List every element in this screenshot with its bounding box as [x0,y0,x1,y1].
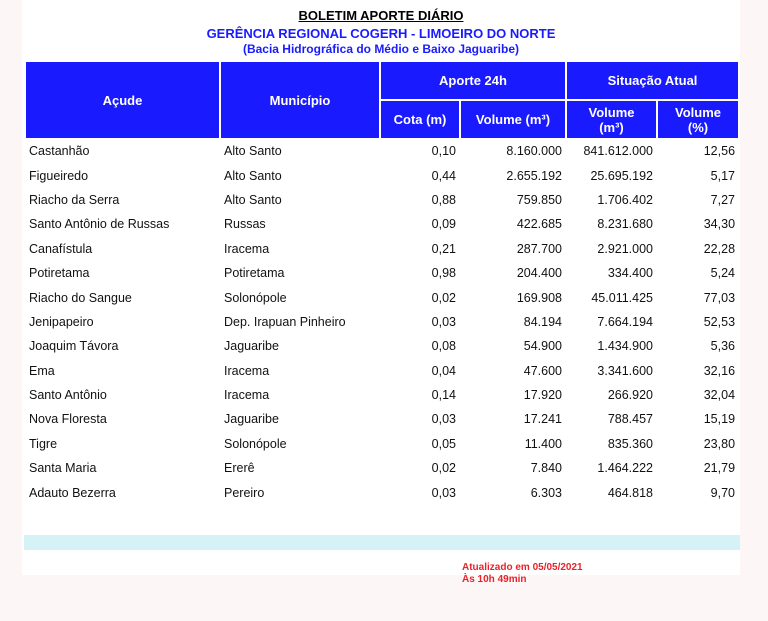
cell-volume-aporte: 6.303 [530,485,562,500]
table-row [26,408,738,430]
cell-cota: 0,04 [431,363,456,378]
cell-volume-percent: 22,28 [703,241,736,256]
cell-municipio: Iracema [224,363,270,378]
table-row [26,457,738,479]
cell-municipio: Ererê [224,461,255,476]
cell-volume-percent: 32,16 [703,363,736,378]
header-volume-pct [658,101,738,138]
cell-cota: 0,02 [431,290,456,305]
cell-acude: Potiretama [29,266,90,281]
cell-municipio: Dep. Irapuan Pinheiro [224,314,346,329]
cell-acude: Santo Antônio de Russas [29,217,170,232]
table-row [26,213,738,235]
cell-municipio: Iracema [224,388,270,403]
header-volume-atual-line2: (m³) [599,119,624,135]
cell-cota: 0,09 [431,217,456,232]
cell-municipio: Jaguaribe [224,412,279,427]
update-timestamp [462,562,583,586]
cell-volume-atual: 835.360 [607,436,653,451]
cell-volume-percent: 5,36 [710,339,736,354]
cell-volume-percent: 32,04 [703,388,736,403]
cell-municipio: Iracema [224,241,270,256]
table-row [26,335,738,357]
header-municipio: Município [221,62,379,138]
cell-volume-aporte: 54.900 [523,339,562,354]
cell-municipio: Russas [224,217,266,232]
table-row [26,360,738,382]
cell-municipio: Potiretama [224,266,285,281]
header-volume-m3: Volume (m³) [461,101,565,138]
updated-date: Atualizado em 05/05/2021 [462,562,583,573]
cell-volume-aporte: 169.908 [516,290,562,305]
cell-volume-percent: 7,27 [710,192,736,207]
cell-acude: Adauto Bezerra [29,485,116,500]
cell-volume-atual: 1.706.402 [597,192,653,207]
cell-acude: Santo Antônio [29,388,107,403]
cell-acude: Ema [29,363,55,378]
cell-volume-atual: 334.400 [607,266,653,281]
cell-acude: Santa Maria [29,461,97,476]
cell-acude: Riacho da Serra [29,192,120,207]
cell-volume-aporte: 7.840 [530,461,562,476]
table-row [26,433,738,455]
cell-volume-percent: 34,30 [703,217,736,232]
cell-volume-percent: 12,56 [703,144,736,159]
table-row [26,140,738,162]
header-volume-atual-line1: Volume [588,104,635,120]
cell-municipio: Alto Santo [224,168,282,183]
cell-volume-atual: 7.664.194 [597,314,653,329]
bulletin-subtitle: GERÊNCIA REGIONAL COGERH - LIMOEIRO DO NORTE [206,26,556,41]
cell-volume-aporte: 422.685 [516,217,562,232]
cell-acude: Nova Floresta [29,412,107,427]
cell-volume-aporte: 17.241 [523,412,562,427]
bulletin-title: BOLETIM APORTE DIÁRIO [298,8,464,23]
cell-cota: 0,21 [431,241,456,256]
cell-volume-atual: 266.920 [607,388,653,403]
reservoir-table [24,60,740,506]
cell-volume-percent: 9,70 [710,485,736,500]
reservoir-rows [26,140,738,504]
cell-volume-aporte: 759.850 [516,192,562,207]
cell-municipio: Pereiro [224,485,265,500]
cell-cota: 0,10 [431,144,456,159]
cell-acude: Figueiredo [29,168,89,183]
updated-time: Às 10h 49min [462,574,527,585]
table-row [26,262,738,284]
table-row [26,286,738,308]
cell-volume-aporte: 17.920 [523,388,562,403]
cell-volume-aporte: 204.400 [516,266,562,281]
table-row [26,164,738,186]
table-row [26,384,738,406]
header-volume-atual [567,101,656,138]
table-row [26,238,738,260]
cell-volume-atual: 2.921.000 [597,241,653,256]
cell-cota: 0,08 [431,339,456,354]
cell-volume-percent: 5,17 [710,168,736,183]
cell-municipio: Jaguaribe [224,339,279,354]
cell-volume-atual: 25.695.192 [590,168,653,183]
cell-volume-aporte: 11.400 [524,436,562,451]
cell-acude: Riacho do Sangue [29,290,132,305]
cell-cota: 0,05 [431,436,456,451]
cell-volume-atual: 841.612.000 [583,144,653,159]
cell-volume-percent: 52,53 [703,314,736,329]
table-row [26,311,738,333]
header-volume-pct-line2: (%) [687,119,709,135]
cell-volume-percent: 15,19 [703,412,736,427]
header-aporte-24h: Aporte 24h [381,62,565,99]
cell-cota: 0,14 [431,388,456,403]
cell-municipio: Solonópole [224,436,287,451]
header-cota: Cota (m) [381,101,459,138]
cell-volume-atual: 788.457 [607,412,653,427]
table-row [26,189,738,211]
cell-volume-aporte: 47.600 [523,363,562,378]
cell-cota: 0,03 [431,314,456,329]
cell-municipio: Alto Santo [224,192,282,207]
table-footer-band [24,535,740,550]
cell-volume-aporte: 2.655.192 [506,168,562,183]
cell-volume-aporte: 84.194 [523,314,562,329]
cell-volume-aporte: 287.700 [516,241,562,256]
bulletin-paper [22,0,740,585]
cell-volume-atual: 464.818 [607,485,653,500]
cell-volume-atual: 3.341.600 [597,363,653,378]
cell-volume-percent: 77,03 [703,290,736,305]
cell-volume-atual: 8.231.680 [597,217,653,232]
cell-municipio: Solonópole [224,290,287,305]
cell-cota: 0,98 [431,266,456,281]
cell-cota: 0,03 [431,485,456,500]
cell-volume-atual: 45.011.425 [591,290,653,305]
cell-cota: 0,44 [431,168,456,183]
header-volume-pct-line1: Volume [675,104,721,120]
header-situacao-atual: Situação Atual [567,62,738,99]
cell-volume-atual: 1.434.900 [597,339,653,354]
cell-acude: Joaquim Távora [29,339,119,354]
cell-municipio: Alto Santo [224,144,282,159]
cell-volume-percent: 5,24 [710,266,736,281]
cell-cota: 0,02 [431,461,456,476]
table-row [26,481,738,503]
cell-cota: 0,88 [431,192,456,207]
header-acude: Açude [26,62,219,138]
cell-acude: Tigre [29,436,58,451]
cell-volume-percent: 23,80 [703,436,736,451]
cell-volume-percent: 21,79 [703,461,736,476]
cell-cota: 0,03 [431,412,456,427]
cell-volume-aporte: 8.160.000 [506,144,562,159]
basin-name: (Bacia Hidrográfica do Médio e Baixo Jaguaribe) [242,42,520,56]
cell-volume-atual: 1.464.222 [597,461,653,476]
cell-acude: Jenipapeiro [29,314,94,329]
cell-acude: Canafístula [29,241,93,256]
cell-acude: Castanhão [29,144,90,159]
